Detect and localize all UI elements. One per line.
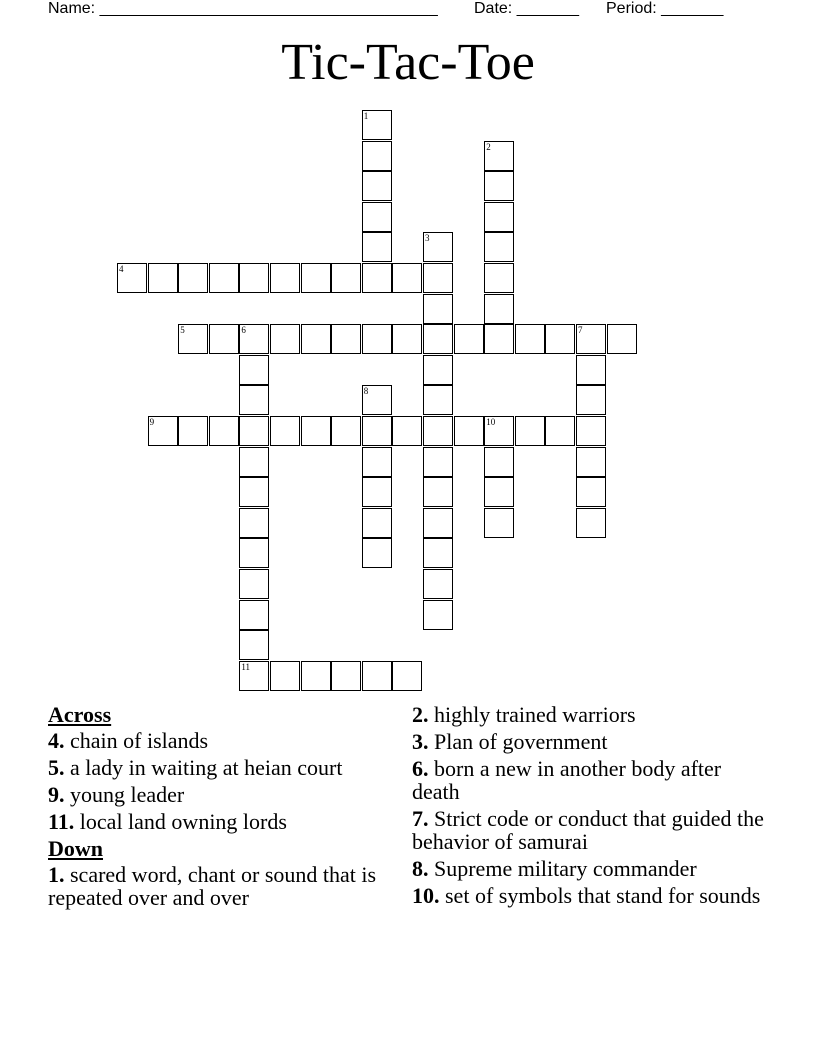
crossword-cell[interactable] <box>423 600 453 630</box>
crossword-cell[interactable] <box>454 416 484 446</box>
crossword-cell[interactable] <box>362 385 392 415</box>
clue-down-1: 1. scared word, chant or sound that is repeated over and over <box>48 862 377 910</box>
crossword-cell[interactable] <box>209 416 239 446</box>
crossword-cell[interactable] <box>178 263 208 293</box>
crossword-cell[interactable] <box>362 508 392 538</box>
crossword-cell[interactable] <box>148 263 178 293</box>
crossword-cell[interactable] <box>270 324 300 354</box>
crossword-cell[interactable] <box>484 477 514 507</box>
name-field[interactable]: Name: ______________________________________ <box>48 0 438 17</box>
crossword-cell[interactable] <box>209 263 239 293</box>
crossword-cell[interactable] <box>576 324 606 354</box>
clue-number-label: 1 <box>363 111 369 121</box>
crossword-cell[interactable] <box>392 324 422 354</box>
clue-number-label: 7 <box>578 325 583 336</box>
clue-across-9: 9. young leader <box>48 782 185 807</box>
clue-across-11: 11. local land owning lords <box>48 809 287 834</box>
crossword-cell[interactable] <box>362 447 392 477</box>
crossword-cell[interactable] <box>239 630 269 660</box>
crossword-cell[interactable] <box>178 324 208 354</box>
crossword-cell[interactable] <box>362 324 392 354</box>
crossword-cell[interactable] <box>301 324 331 354</box>
crossword-cell[interactable] <box>423 477 453 507</box>
clue-number-label: 6 <box>241 325 246 336</box>
crossword-cell[interactable] <box>239 661 269 691</box>
across-heading: Across <box>48 702 112 727</box>
crossword-cell[interactable] <box>484 263 514 293</box>
crossword-cell[interactable] <box>362 263 392 293</box>
crossword-cell[interactable] <box>270 661 300 691</box>
date-field[interactable]: Date: _______ <box>474 0 579 17</box>
clues-right-column <box>412 703 772 911</box>
clue-down-7: 7. Strict code or conduct that guided the behavior of samurai <box>412 806 764 854</box>
crossword-cell[interactable] <box>362 202 392 232</box>
crossword-cell[interactable] <box>239 569 269 599</box>
crossword-cell[interactable] <box>484 294 514 324</box>
period-field[interactable]: Period: _______ <box>606 0 724 17</box>
crossword-cell[interactable] <box>423 538 453 568</box>
crossword-cell[interactable] <box>270 263 300 293</box>
crossword-cell[interactable] <box>576 447 606 477</box>
crossword-cell[interactable] <box>331 324 361 354</box>
crossword-cell[interactable] <box>362 232 392 262</box>
clue-number-label: 2 <box>486 141 491 152</box>
crossword-cell[interactable] <box>454 324 484 354</box>
crossword-cell[interactable] <box>607 324 637 354</box>
clue-number-label: 11 <box>241 661 251 672</box>
clue-down-8: 8. Supreme military commander <box>412 856 697 881</box>
clue-down-6: 6. born a new in another body after death <box>412 756 722 804</box>
crossword-cell[interactable] <box>362 171 392 201</box>
page-title: Tic-Tac-Toe <box>281 34 535 91</box>
crossword-cell[interactable] <box>545 416 575 446</box>
crossword-cell[interactable] <box>301 416 331 446</box>
crossword-cell[interactable] <box>576 477 606 507</box>
crossword-cell[interactable] <box>484 232 514 262</box>
crossword-cell[interactable] <box>576 416 606 446</box>
crossword-cell[interactable] <box>392 661 422 691</box>
crossword-cell[interactable] <box>484 416 514 446</box>
crossword-cell[interactable] <box>331 416 361 446</box>
crossword-cell[interactable] <box>423 355 453 385</box>
crossword-cell[interactable] <box>576 385 606 415</box>
crossword-cell[interactable] <box>331 263 361 293</box>
clue-number-label: 3 <box>425 233 430 244</box>
crossword-cell[interactable] <box>239 263 269 293</box>
crossword-cell[interactable] <box>423 263 453 293</box>
clue-across-4: 4. chain of islands <box>48 728 209 753</box>
crossword-cell[interactable] <box>484 202 514 232</box>
crossword-cell[interactable] <box>392 416 422 446</box>
crossword-cell[interactable] <box>484 324 514 354</box>
crossword-cell[interactable] <box>239 385 269 415</box>
crossword-cell[interactable] <box>423 447 453 477</box>
crossword-cell[interactable] <box>423 508 453 538</box>
crossword-cell[interactable] <box>362 661 392 691</box>
crossword-cell[interactable] <box>178 416 208 446</box>
crossword-cell[interactable] <box>148 416 178 446</box>
clue-down-10: 10. set of symbols that stand for sounds <box>412 883 761 908</box>
crossword-cell[interactable] <box>239 508 269 538</box>
clue-down-3: 3. Plan of government <box>412 729 608 754</box>
crossword-cell[interactable] <box>484 171 514 201</box>
crossword-cell[interactable] <box>576 508 606 538</box>
crossword-cell[interactable] <box>423 416 453 446</box>
crossword-cell[interactable] <box>545 324 575 354</box>
crossword-cell[interactable] <box>239 324 269 354</box>
crossword-cell[interactable] <box>301 263 331 293</box>
crossword-cell[interactable] <box>209 324 239 354</box>
crossword-cell[interactable] <box>362 416 392 446</box>
crossword-cell[interactable] <box>484 508 514 538</box>
crossword-cell[interactable] <box>423 324 453 354</box>
crossword-cell[interactable] <box>239 416 269 446</box>
crossword-cell[interactable] <box>331 661 361 691</box>
down-heading: Down <box>48 836 104 861</box>
crossword-cell[interactable] <box>392 263 422 293</box>
crossword-cell[interactable] <box>239 538 269 568</box>
crossword-cell[interactable] <box>484 447 514 477</box>
crossword-cell[interactable] <box>362 477 392 507</box>
crossword-cell[interactable] <box>423 569 453 599</box>
clue-number-label: 10 <box>486 417 496 427</box>
crossword-cell[interactable] <box>239 355 269 385</box>
crossword-cell[interactable] <box>515 416 545 446</box>
clues-left-column <box>48 703 388 913</box>
clue-number-label: 5 <box>180 325 185 336</box>
crossword-cell[interactable] <box>239 447 269 477</box>
crossword-cell[interactable] <box>576 355 606 385</box>
clue-number-label: 8 <box>363 386 369 397</box>
crossword-cell[interactable] <box>362 538 392 568</box>
crossword-cell[interactable] <box>423 385 453 415</box>
crossword-cell[interactable] <box>362 110 392 140</box>
crossword-cell[interactable] <box>239 600 269 630</box>
crossword-cell[interactable] <box>362 141 392 171</box>
crossword-cell[interactable] <box>270 416 300 446</box>
clue-number-label: 4 <box>119 264 124 274</box>
crossword-cell[interactable] <box>301 661 331 691</box>
crossword-cell[interactable] <box>423 232 453 262</box>
clue-down-2: 2. highly trained warriors <box>412 702 636 727</box>
crossword-cell[interactable] <box>484 141 514 171</box>
clue-number-label: 9 <box>149 417 155 427</box>
crossword-cell[interactable] <box>515 324 545 354</box>
crossword-cell[interactable] <box>423 294 453 324</box>
crossword-cell[interactable] <box>239 477 269 507</box>
clue-across-5: 5. a lady in waiting at heian court <box>48 755 343 780</box>
crossword-cell[interactable] <box>117 263 147 293</box>
